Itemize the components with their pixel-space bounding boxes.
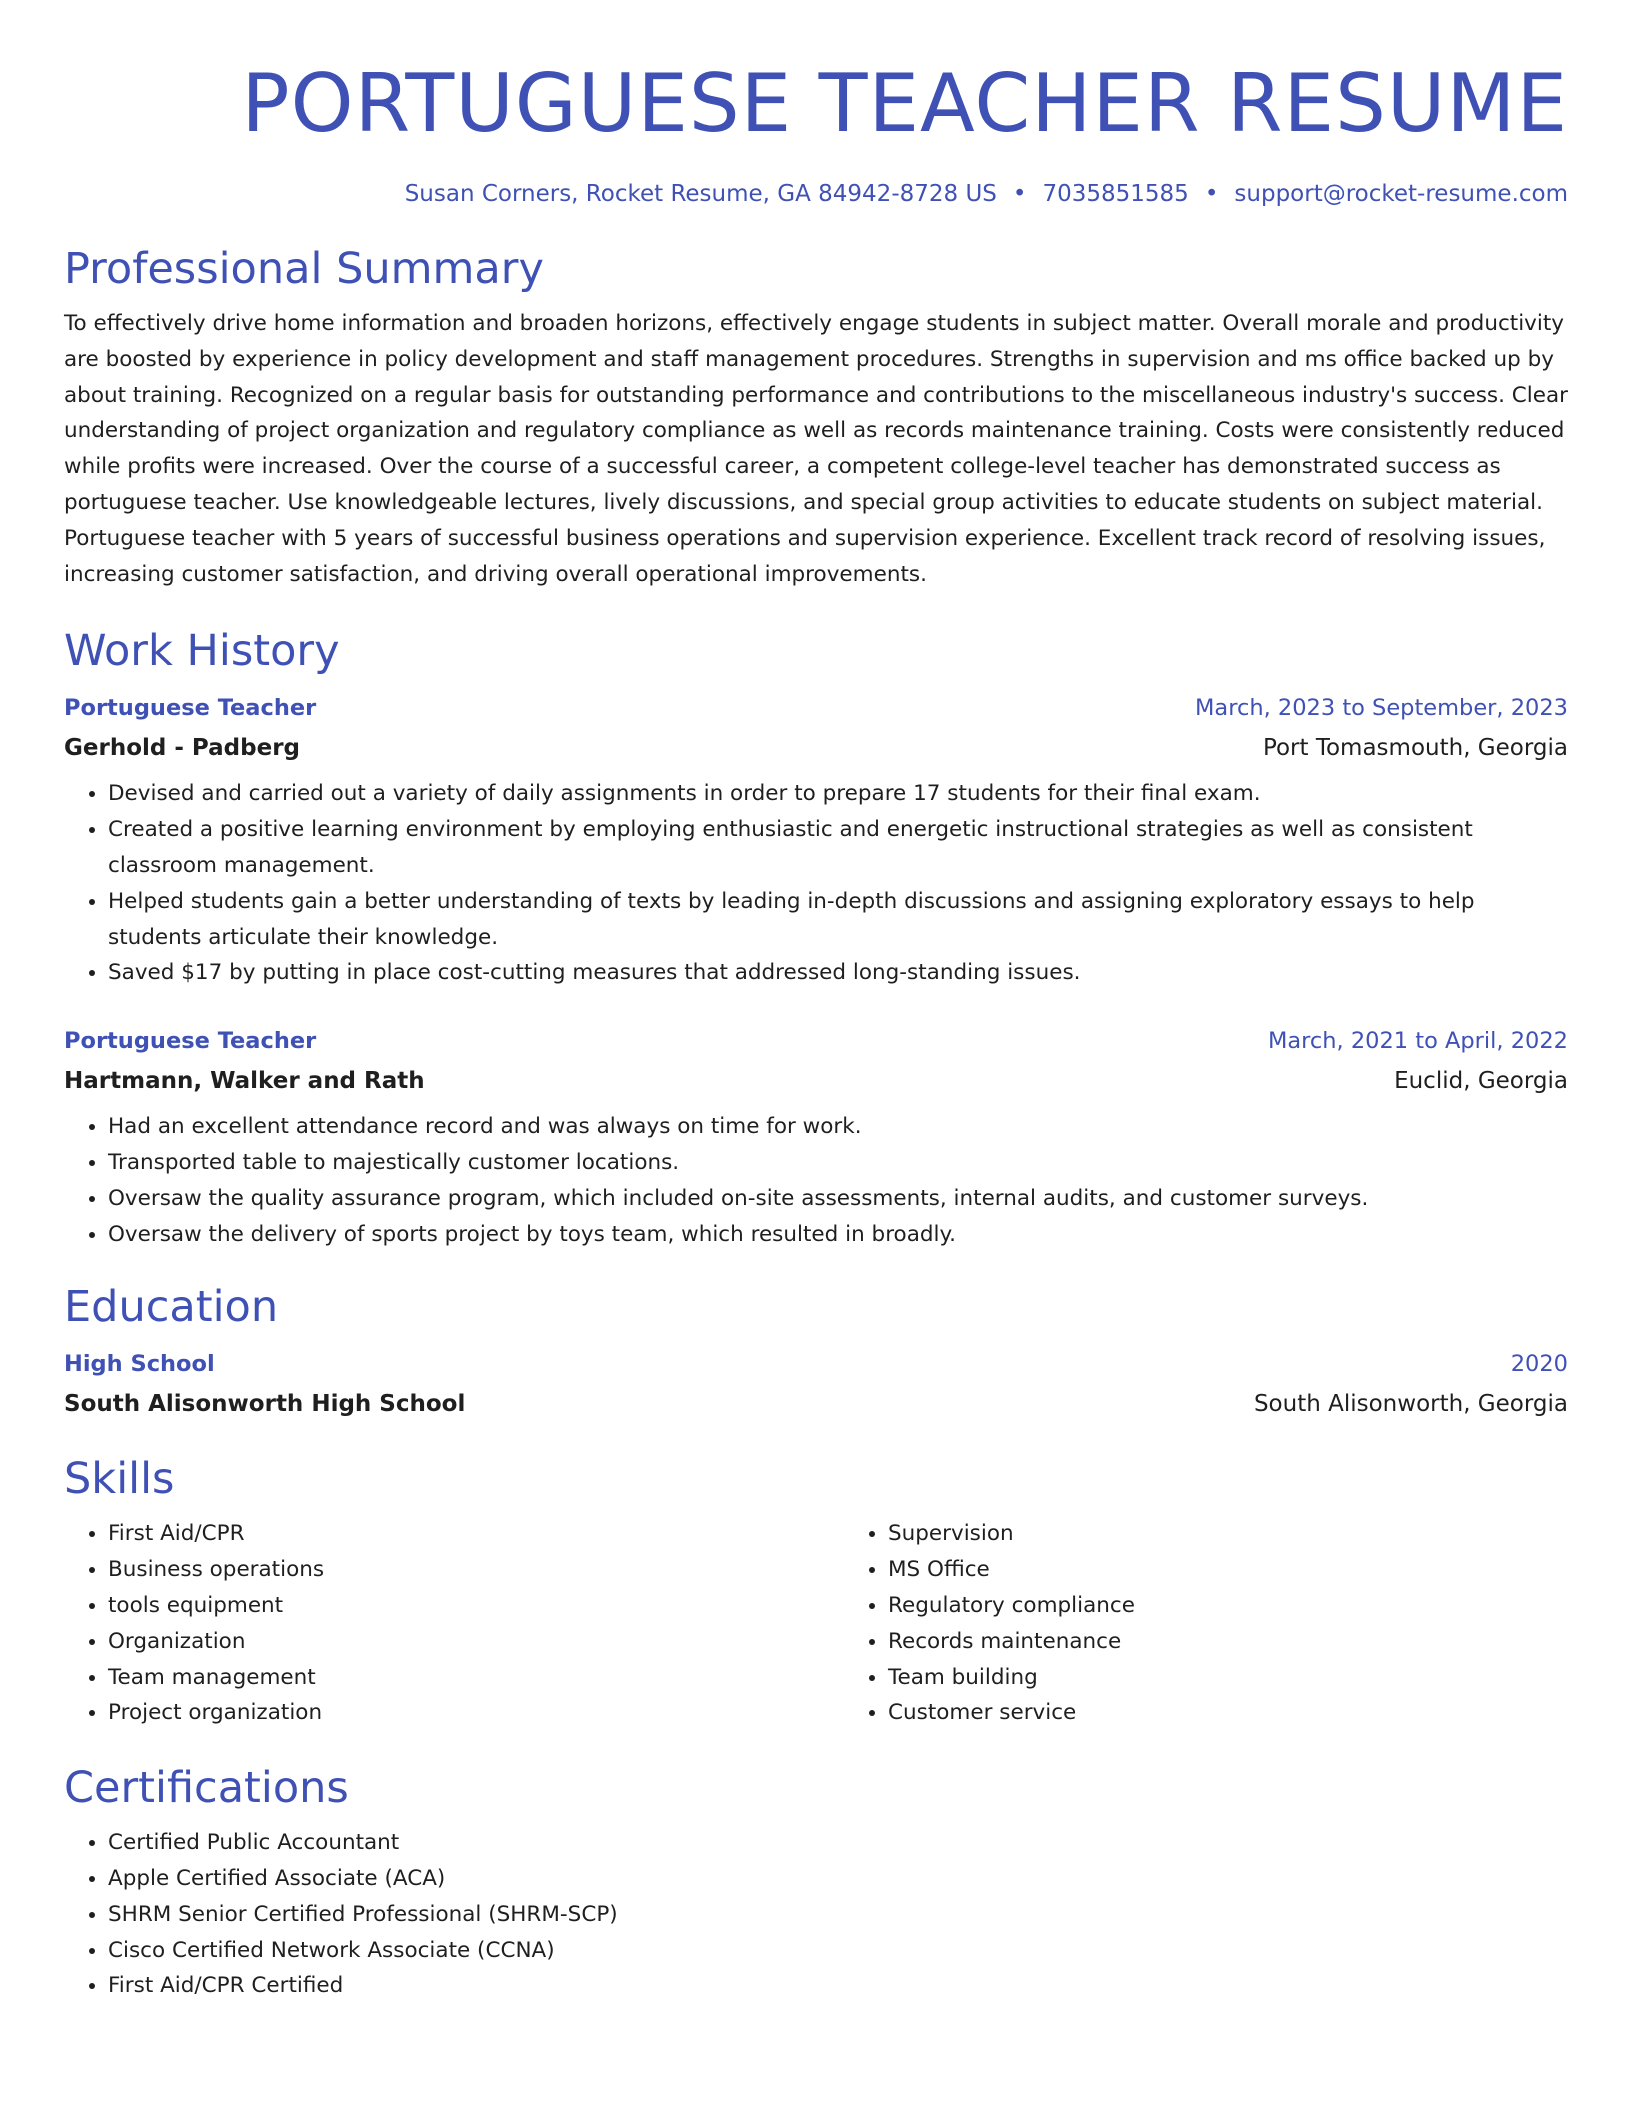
job-role: Portuguese Teacher <box>64 695 317 722</box>
job-bullet: • Oversaw the quality assurance program, which included on-site assessments, internal audits, and customer surveys. <box>108 1181 1568 1217</box>
education-header-row <box>64 1346 1568 1382</box>
job-bullet: • Transported table to majestically customer locations. <box>108 1145 1568 1181</box>
education-year: 2020 <box>1510 1351 1568 1378</box>
job-bullet: • Created a positive learning environment by employing enthusiastic and energetic instructional strategies as well as consistent classroom management. <box>108 812 1568 884</box>
job-location: Euclid, Georgia <box>1394 1068 1568 1095</box>
job-bullet: • Had an excellent attendance record and was always on time for work. <box>108 1109 1568 1145</box>
summary-heading: Professional Summary <box>64 244 544 294</box>
skills-section <box>64 1452 1568 1731</box>
skills-list-right <box>844 1516 1388 1731</box>
education-school: South Alisonworth High School <box>64 1391 466 1418</box>
work-history-heading: Work History <box>64 626 340 677</box>
work-history-section <box>64 624 1568 1252</box>
job-dates: March, 2023 to September, 2023 <box>1195 695 1568 722</box>
job-bullets <box>64 776 1568 991</box>
resume-title: PORTUGUESE TEACHER RESUME <box>241 57 1568 150</box>
job-company-row <box>64 730 1568 766</box>
skill-item: • Records maintenance <box>888 1624 1388 1660</box>
contact-separator: • <box>1012 181 1027 207</box>
summary-section <box>64 242 1568 592</box>
skill-item: • Supervision <box>888 1516 1388 1552</box>
job-company: Gerhold - Padberg <box>64 735 300 762</box>
contact-phone: 7035851585 <box>1042 181 1189 207</box>
skill-item: • First Aid/CPR <box>108 1516 844 1552</box>
skill-item: • Business operations <box>108 1552 844 1588</box>
job-role: Portuguese Teacher <box>64 1028 317 1055</box>
education-school-row <box>64 1386 1568 1422</box>
job-bullet: • Saved $17 by putting in place cost-cutting measures that addressed long-standing issues. <box>108 955 1568 991</box>
skill-item: • Team management <box>108 1660 844 1696</box>
job-bullets <box>64 1109 1568 1252</box>
job-dates: March, 2021 to April, 2022 <box>1267 1028 1568 1055</box>
job-bullet: • Devised and carried out a variety of daily assignments in order to prepare 17 students for their final exam. <box>108 776 1568 812</box>
skill-item: • Project organization <box>108 1695 844 1731</box>
job-company: Hartmann, Walker and Rath <box>64 1068 425 1095</box>
certification-item: • Certified Public Accountant <box>108 1825 1568 1861</box>
certification-item: • Apple Certified Associate (ACA) <box>108 1861 1568 1897</box>
certifications-heading: Certifications <box>64 1763 349 1814</box>
education-degree: High School <box>64 1351 215 1378</box>
job-header-row <box>64 1023 1568 1059</box>
resume-header <box>64 56 1568 210</box>
job-bullet: • Helped students gain a better understanding of texts by leading in-depth discussions and assigning exploratory essays to help students articulate their knowledge. <box>108 884 1568 956</box>
job-entry <box>64 1023 1568 1252</box>
education-location: South Alisonworth, Georgia <box>1253 1391 1568 1418</box>
skill-item: • Organization <box>108 1624 844 1660</box>
skill-item: • Team building <box>888 1660 1388 1696</box>
job-location: Port Tomasmouth, Georgia <box>1262 735 1568 762</box>
contact-email: support@rocket-resume.com <box>1234 181 1568 207</box>
contact-separator: • <box>1204 181 1219 207</box>
education-heading: Education <box>64 1282 279 1333</box>
skills-grid <box>64 1516 1568 1731</box>
certifications-list <box>64 1825 1568 2004</box>
certification-item: • First Aid/CPR Certified <box>108 1968 1568 2004</box>
contact-line <box>64 178 1568 210</box>
skills-list-left <box>64 1516 844 1731</box>
job-bullet: • Oversaw the delivery of sports project by toys team, which resulted in broadly. <box>108 1217 1568 1253</box>
skill-item: • Customer service <box>888 1695 1388 1731</box>
contact-address: Susan Corners, Rocket Resume, GA 84942-8728 US <box>404 181 997 207</box>
skill-item: • MS Office <box>888 1552 1388 1588</box>
education-section <box>64 1280 1568 1422</box>
education-entry <box>64 1346 1568 1422</box>
job-entry <box>64 690 1568 991</box>
job-company-row <box>64 1063 1568 1099</box>
skills-heading: Skills <box>64 1454 175 1505</box>
job-header-row <box>64 690 1568 726</box>
certifications-section <box>64 1761 1568 2004</box>
certification-item: • SHRM Senior Certified Professional (SHRM-SCP) <box>108 1897 1568 1933</box>
skill-item: • Regulatory compliance <box>888 1588 1388 1624</box>
skill-item: • tools equipment <box>108 1588 844 1624</box>
certification-item: • Cisco Certified Network Associate (CCNA) <box>108 1933 1568 1969</box>
summary-text: To effectively drive home information and broaden horizons, effectively engage students in subject matter. Overall morale and productivity are boosted by experience in policy development and staff management procedures. Strengths in supervision and ms office backed up by about training. Recognized on a regular basis for outstanding performance and contributions to the miscellaneous industry's success. Clear understanding of project organization and regulatory compliance as well as records maintenance training. Costs were consistently reduced while profits were increased. Over the course of a successful career, a competent college-level teacher has demonstrated success as portuguese teacher. Use knowledgeable lectures, lively discussions, and special group activities to educate students on subject material. Portuguese teacher with 5 years of successful business operations and supervision experience. Excellent track record of resolving issues, increasing customer satisfaction, and driving overall operational improvements. <box>64 311 1569 587</box>
